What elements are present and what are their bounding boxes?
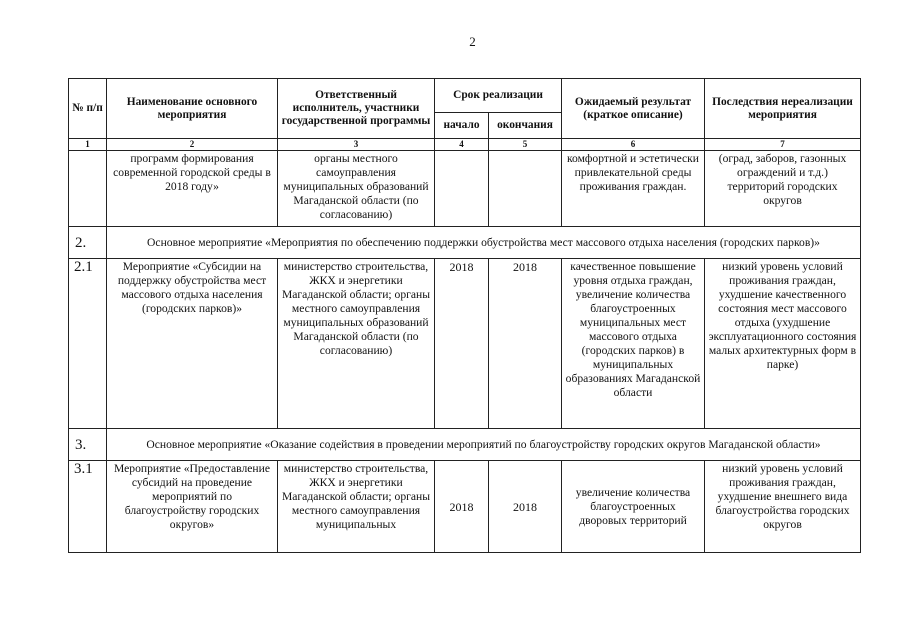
column-number: 2: [107, 139, 278, 151]
table-row: [69, 259, 861, 429]
row-end: [489, 151, 562, 227]
column-number: 5: [489, 139, 562, 151]
row-consequences: низкий уровень условий проживания граждан, ухудшение качественного состояния мест массового отдыха (ухудшение эксплуатационного состояния малых архитектурных форм в парке): [705, 259, 861, 429]
row-name: Мероприятие «Предоставление субсидий на проведение мероприятий по благоустройству городских округов»: [107, 461, 278, 553]
section-number: 2.: [69, 227, 107, 259]
section-number: 3.: [69, 429, 107, 461]
header-responsible: Ответственный исполнитель, участники государственной программы: [278, 79, 435, 139]
column-number: 6: [562, 139, 705, 151]
section-title: Основное мероприятие «Оказание содействия в проведении мероприятий по благоустройству городских округов Магаданской области»: [107, 429, 861, 461]
header-num: № п/п: [69, 79, 107, 139]
row-num: 2.1: [69, 259, 107, 429]
row-responsible: органы местного самоуправления муниципальных образований Магаданской области (по согласованию): [278, 151, 435, 227]
row-name: программ формирования современной городской среды в 2018 году»: [107, 151, 278, 227]
row-num: [69, 151, 107, 227]
row-responsible: министерство строительства, ЖКХ и энергетики Магаданской области; органы местного самоуправления муниципальных образований Магаданской области (по согласованию): [278, 259, 435, 429]
row-consequences: низкий уровень условий проживания граждан, ухудшение внешнего вида благоустройства городских округов: [705, 461, 861, 553]
header-result: Ожидаемый результат (краткое описание): [562, 79, 705, 139]
program-table: [68, 78, 861, 553]
row-end: 2018: [489, 259, 562, 429]
header-term: Срок реализации: [435, 79, 562, 113]
row-consequences: (оград, заборов, газонных ограждений и т.д.) территорий городских округов: [705, 151, 861, 227]
row-end: 2018: [489, 461, 562, 553]
row-start: 2018: [435, 461, 489, 553]
section-row: [69, 429, 861, 461]
row-num: 3.1: [69, 461, 107, 553]
header-end: окончания: [489, 113, 562, 139]
header-name: Наименование основного мероприятия: [107, 79, 278, 139]
page-number: 2: [469, 34, 476, 49]
row-responsible: министерство строительства, ЖКХ и энергетики Магаданской области; органы местного самоуправления муниципальных: [278, 461, 435, 553]
row-result: увеличение количества благоустроенных дворовых территорий: [562, 461, 705, 553]
row-name: Мероприятие «Субсидии на поддержку обустройства мест массового отдыха населения (городских парков)»: [107, 259, 278, 429]
row-result: качественное повышение уровня отдыха граждан, увеличение количества благоустроенных муниципальных мест массового отдыха (городских парков) в муниципальных образованиях Магаданской области: [562, 259, 705, 429]
section-row: [69, 227, 861, 259]
table-row: [69, 151, 861, 227]
column-number: 1: [69, 139, 107, 151]
row-result: комфортной и эстетически привлекательной среды проживания граждан.: [562, 151, 705, 227]
header-start: начало: [435, 113, 489, 139]
column-numbers-row: [69, 139, 861, 151]
column-number: 4: [435, 139, 489, 151]
column-number: 7: [705, 139, 861, 151]
section-title: Основное мероприятие «Мероприятия по обеспечению поддержки обустройства мест массового отдыха населения (городских парков)»: [107, 227, 861, 259]
row-start: [435, 151, 489, 227]
header-consequences: Последствия нереализации мероприятия: [705, 79, 861, 139]
row-start: 2018: [435, 259, 489, 429]
table-row: [69, 461, 861, 553]
column-number: 3: [278, 139, 435, 151]
